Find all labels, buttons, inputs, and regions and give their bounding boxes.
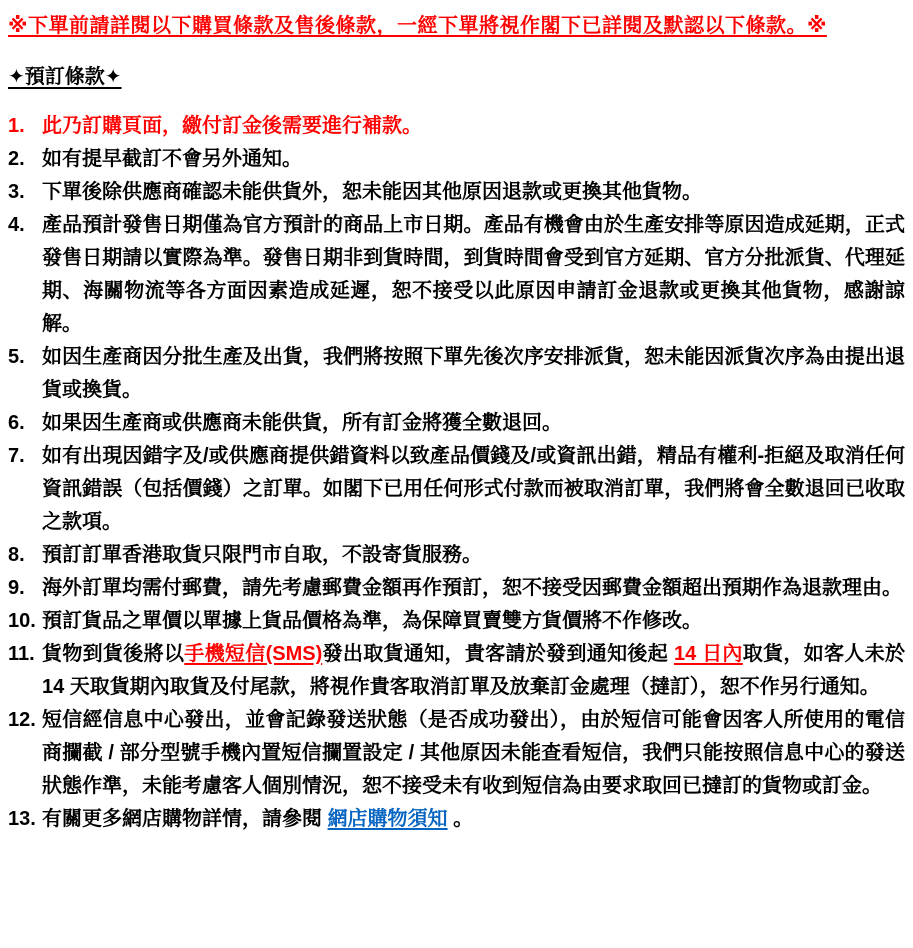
term-number: 5. <box>8 346 25 368</box>
term-number: 7. <box>8 445 25 467</box>
term-text-segment: 貨物到貨後將以 <box>42 643 185 665</box>
term-number: 8. <box>8 544 25 566</box>
term-number: 2. <box>8 148 25 170</box>
term-text <box>42 341 905 407</box>
shop-guide-link[interactable]: 網店購物須知 <box>327 808 448 830</box>
term-number: 9. <box>8 577 25 599</box>
term-text-segment: 如有提早截訂不會另外通知。 <box>42 148 302 170</box>
term-item-11 <box>8 638 905 704</box>
term-number: 13. <box>8 808 36 830</box>
term-item-10 <box>8 605 905 638</box>
term-text <box>42 704 905 803</box>
term-text-segment: 產品預計發售日期僅為官方預計的商品上市日期。產品有機會由於生產安排等原因造成延期，正式發售日期請以實際為準。發售日期非到貨時間，到貨時間會受到官方延期、官方分批派貨、代理延期、海關物流等各方面因素造成延遲，恕不接受以此原因申請訂金退款或更換其他貨物，感謝諒解。 <box>42 214 905 335</box>
term-text-segment: 。 <box>447 808 474 830</box>
term-item-4 <box>8 209 905 341</box>
term-item-6 <box>8 407 905 440</box>
term-text <box>42 803 905 836</box>
term-item-9 <box>8 572 905 605</box>
term-text <box>42 209 905 341</box>
term-text <box>42 407 905 440</box>
term-text <box>42 572 905 605</box>
term-text-segment: 如有出現因錯字及/或供應商提供錯資料以致產品價錢及/或資訊出錯，精品有權利-拒絕及取消任何資訊錯誤（包括價錢）之訂單。如閣下已用任何形式付款而被取消訂單，我們將會全數退回已收取之款項。 <box>42 445 905 533</box>
term-item-7 <box>8 440 905 539</box>
term-text <box>42 539 905 572</box>
term-item-3 <box>8 176 905 209</box>
terms-list <box>8 110 905 836</box>
term-text-segment: 如因生產商因分批生產及出貨，我們將按照下單先後次序安排派貨，恕未能因派貨次序為由提出退貨或換貨。 <box>42 346 905 401</box>
term-item-1 <box>8 110 905 143</box>
term-number: 3. <box>8 181 25 203</box>
term-text-segment: 有關更多網店購物詳情，請參閱 <box>42 808 328 830</box>
term-number: 10. <box>8 610 36 632</box>
term-item-2 <box>8 143 905 176</box>
term-number: 11. <box>8 643 35 665</box>
term-text-segment: 預訂貨品之單價以單據上貨品價格為準，為保障買賣雙方貨價將不作修改。 <box>42 610 702 632</box>
highlighted-term-text: 手機短信(SMS) <box>184 643 323 665</box>
term-text <box>42 440 905 539</box>
term-text <box>42 638 905 704</box>
term-text <box>42 143 905 176</box>
term-number: 1. <box>8 115 25 137</box>
term-text-segment: 短信經信息中心發出，並會記錄發送狀態（是否成功發出），由於短信可能會因客人所使用的電信商攔截 / 部分型號手機內置短信攔置設定 / 其他原因未能查看短信，我們只能按照信息中心的發送狀態作準，未能考慮客人個別情況，恕不接受未有收到短信為由要求取回已撻訂的貨物或訂金。 <box>42 709 905 797</box>
term-item-13 <box>8 803 905 836</box>
term-text-segment: 此乃訂購頁面，繳付訂金後需要進行補款。 <box>42 115 422 137</box>
term-text-segment: 如果因生產商或供應商未能供貨，所有訂金將獲全數退回。 <box>42 412 562 434</box>
term-text <box>42 110 905 143</box>
term-text-segment: 預訂訂單香港取貨只限門市自取，不設寄貨服務。 <box>42 544 482 566</box>
preorder-terms-heading: ✦預訂條款✦ <box>8 66 122 88</box>
term-item-8 <box>8 539 905 572</box>
term-number: 12. <box>8 709 36 731</box>
purchase-notice-title: ※下單前請詳閱以下購買條款及售後條款，一經下單將視作閣下已詳閱及默認以下條款。※ <box>8 15 827 37</box>
term-text <box>42 176 905 209</box>
term-number: 6. <box>8 412 25 434</box>
term-text-segment: 下單後除供應商確認未能供貨外，恕未能因其他原因退款或更換其他貨物。 <box>42 181 702 203</box>
highlighted-term-text: 14 日內 <box>673 643 743 665</box>
term-number: 4. <box>8 214 25 236</box>
term-item-12 <box>8 704 905 803</box>
term-item-5 <box>8 341 905 407</box>
term-text-segment: 取貨，如客人未於 14 天取貨期內取貨及付尾款，將視作貴客取消訂單及放棄訂金處理（撻訂），恕不作另行通知。 <box>42 643 906 698</box>
term-text <box>42 605 905 638</box>
term-text-segment: 海外訂單均需付郵費，請先考慮郵費金額再作預訂，恕不接受因郵費金額超出預期作為退款理由。 <box>42 577 902 599</box>
term-text-segment: 發出取貨通知，貴客請於發到通知後起 <box>322 643 674 665</box>
